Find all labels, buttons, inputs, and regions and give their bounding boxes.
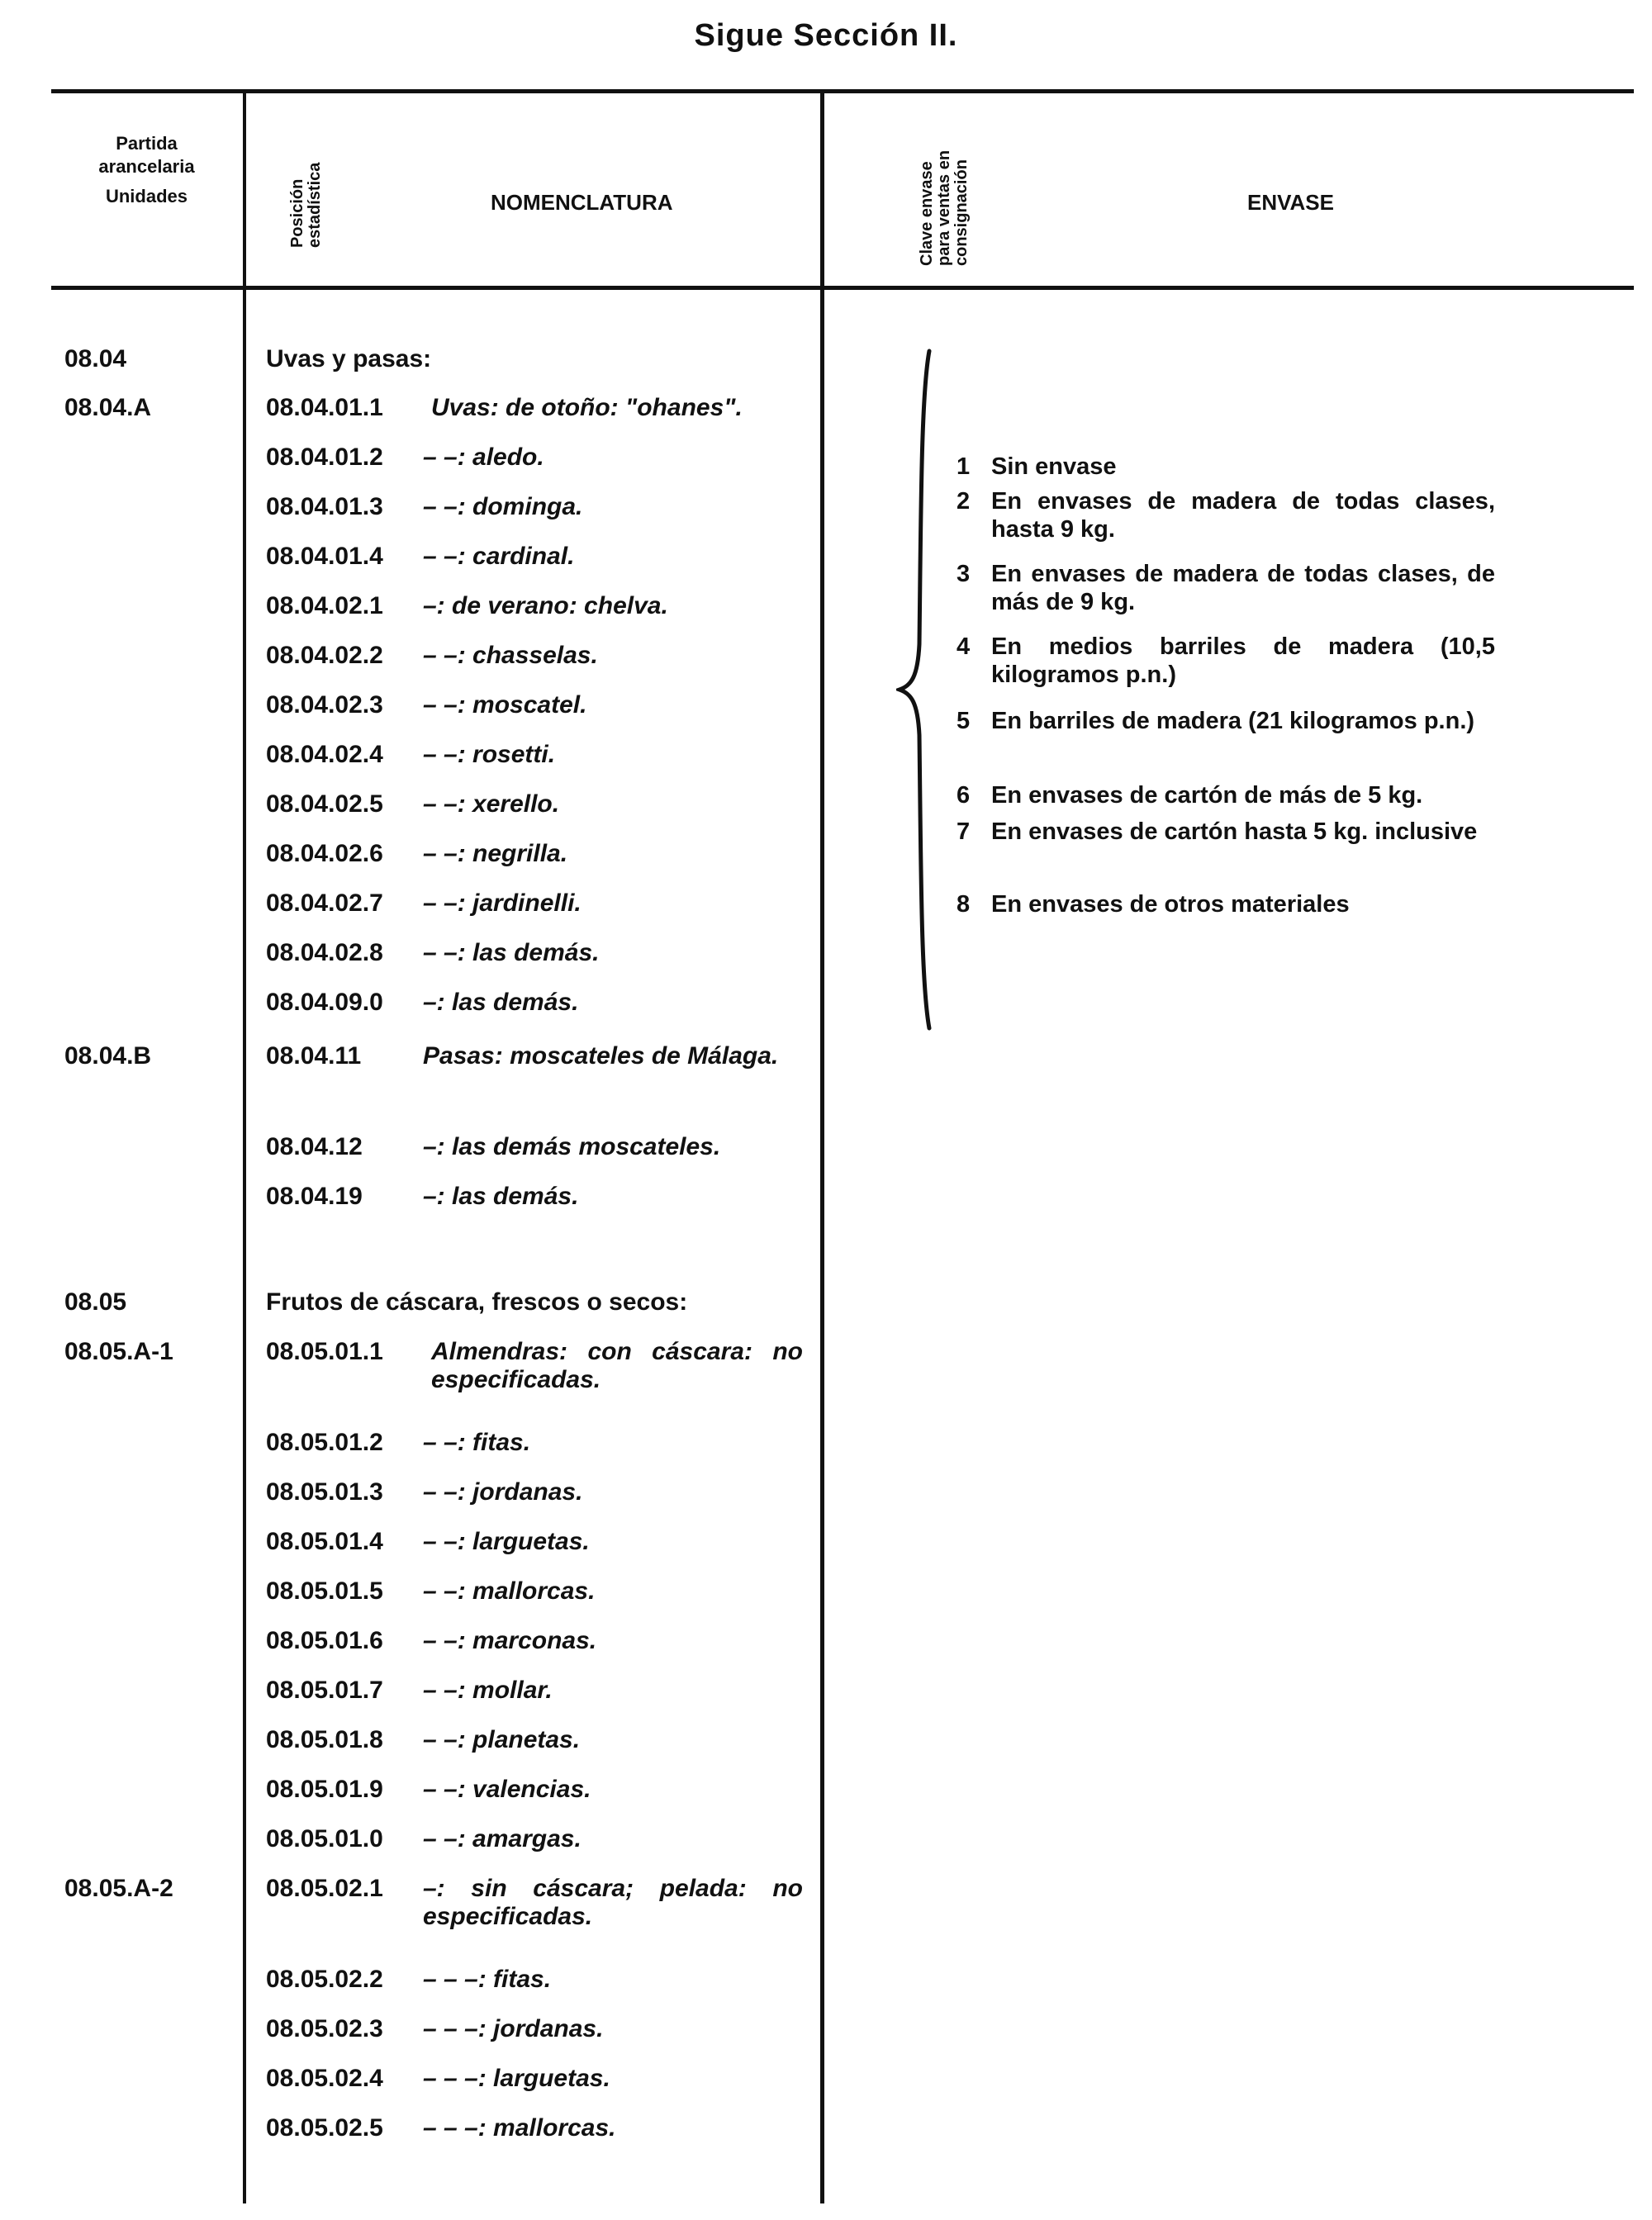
header-bottom-rule [51, 286, 1634, 290]
row-code: 08.04.11 [266, 1042, 362, 1070]
row-code: 08.05.02.2 [266, 1966, 383, 1993]
row-description: – –: mollar. [423, 1677, 553, 1704]
row-code: 08.05.01.0 [266, 1825, 383, 1852]
row-description: – –: marconas. [423, 1627, 597, 1654]
header-clave-line1: Clave envase [918, 161, 936, 266]
row-description: – –: valencias. [423, 1776, 591, 1803]
row-code: 08.04.01.2 [266, 444, 383, 471]
row-description: – –: aledo. [423, 444, 544, 471]
row-description: – –: fitas. [423, 1429, 531, 1456]
row-description: – –: moscatel. [423, 691, 587, 719]
header-envase: ENVASE [1247, 190, 1334, 215]
envase-text: En envases de otros materiales [991, 891, 1350, 918]
row-code: 08.05.02.3 [266, 2015, 383, 2042]
row-description: – –: negrilla. [423, 840, 568, 867]
row-code: 08.04.02.8 [266, 939, 383, 966]
row-code: 08.04.02.1 [266, 592, 383, 619]
row-code: 08.05.01.5 [266, 1577, 383, 1605]
envase-text: En barriles de madera (21 kilogramos p.n.) [991, 708, 1475, 734]
row-description: – –: jordanas. [423, 1478, 583, 1506]
row-code: 08.04.09.0 [266, 989, 383, 1016]
row-description: –: de verano: chelva. [423, 592, 668, 619]
envase-number: 5 [957, 708, 971, 734]
table-row [266, 345, 803, 373]
row-code: 08.05.01.1 [266, 1338, 383, 1365]
envase-number: 8 [957, 891, 971, 918]
envase-text: En envases de cartón hasta 5 kg. inclusive [991, 818, 1478, 845]
row-description: – – –: jordanas. [423, 2015, 604, 2042]
row-description: – – –: fitas. [423, 1966, 552, 1993]
header-clave-line2: para ventas en [935, 149, 953, 266]
row-description: – – –: mallorcas. [423, 2114, 616, 2142]
row-description: Uvas y pasas: [266, 345, 432, 372]
row-code: 08.05.02.4 [266, 2065, 383, 2092]
partida-08-04-a: 08.04.A [64, 394, 152, 421]
envase-text: Sin envase [991, 453, 1117, 480]
header-posicion-line2: estadística [306, 162, 324, 248]
row-description: – –: jardinelli. [423, 889, 582, 917]
header-posicion-line1: Posición [288, 178, 306, 248]
row-code: 08.04.12 [266, 1133, 363, 1160]
row-description: –: las demás. [423, 1183, 579, 1210]
row-code: 08.04.02.5 [266, 790, 383, 818]
partida-08-05: 08.05 [64, 1288, 127, 1316]
partida-08-04: 08.04 [64, 345, 127, 372]
partida-08-04-b: 08.04.B [64, 1042, 152, 1070]
envase-number: 7 [957, 818, 971, 845]
row-code: 08.04.01.3 [266, 493, 383, 520]
envase-text: En envases de madera de todas clases, de más de 9 kg. [991, 561, 1495, 615]
row-description: –: las demás. [423, 989, 579, 1016]
row-code: 08.05.01.9 [266, 1776, 383, 1803]
row-code: 08.04.02.4 [266, 741, 383, 768]
envase-text: En envases de cartón de más de 5 kg. [991, 782, 1423, 809]
row-description: –: sin cáscara; pelada: no especificadas. [423, 1875, 803, 1930]
header-clave-line3: consignación [952, 159, 971, 266]
header-nomenclatura: NOMENCLATURA [491, 190, 673, 215]
row-description: – –: mallorcas. [423, 1577, 596, 1605]
envase-number: 4 [957, 633, 971, 660]
row-description: Uvas: de otoño: "ohanes". [431, 394, 743, 421]
row-code: 08.04.02.6 [266, 840, 383, 867]
row-code: 08.05.01.3 [266, 1478, 383, 1506]
page-title: Sigue Sección II. [694, 18, 958, 53]
row-code: 08.05.01.4 [266, 1528, 383, 1555]
envase-number: 3 [957, 561, 971, 587]
partida-08-05-a-1: 08.05.A-1 [64, 1338, 173, 1365]
envase-number: 2 [957, 488, 971, 515]
row-code: 08.05.01.8 [266, 1726, 383, 1753]
row-code: 08.04.01.1 [266, 394, 383, 421]
column-divider-1 [243, 89, 246, 2203]
row-description: – –: cardinal. [423, 543, 575, 570]
curly-brace-icon [896, 347, 954, 1032]
row-description: Pasas: moscateles de Málaga. [423, 1042, 779, 1070]
header-posicion [289, 163, 324, 248]
header-clave [919, 150, 971, 266]
row-code: 08.04.19 [266, 1183, 363, 1210]
envase-number: 1 [957, 453, 971, 480]
row-code: 08.05.01.7 [266, 1677, 383, 1704]
envase-text: En medios barriles de madera (10,5 kilogramos p.n.) [991, 633, 1495, 688]
row-description: Almendras: con cáscara: no especificadas. [431, 1338, 803, 1393]
row-description: – –: xerello. [423, 790, 560, 818]
row-code: 08.04.01.4 [266, 543, 383, 570]
header-partida [58, 132, 235, 208]
envase-text: En envases de madera de todas clases, hasta 9 kg. [991, 488, 1495, 543]
row-description: Frutos de cáscara, frescos o secos: [266, 1288, 688, 1316]
row-description: – –: dominga. [423, 493, 583, 520]
column-divider-2 [820, 89, 824, 2203]
row-code: 08.04.02.7 [266, 889, 383, 917]
row-description: – –: rosetti. [423, 741, 556, 768]
row-description: – –: amargas. [423, 1825, 582, 1852]
header-partida-line2: arancelaria [98, 156, 195, 177]
row-code: 08.05.02.1 [266, 1875, 383, 1902]
row-description: – –: chasselas. [423, 642, 598, 669]
row-description: – –: larguetas. [423, 1528, 590, 1555]
envase-number: 6 [957, 782, 971, 809]
row-code: 08.05.01.2 [266, 1429, 383, 1456]
row-description: – –: planetas. [423, 1726, 581, 1753]
partida-08-05-a-2: 08.05.A-2 [64, 1875, 173, 1902]
table-top-rule [51, 89, 1634, 93]
header-partida-line1: Partida [116, 133, 178, 154]
row-code: 08.04.02.2 [266, 642, 383, 669]
row-code: 08.05.02.5 [266, 2114, 383, 2142]
row-description: –: las demás moscateles. [423, 1133, 721, 1160]
row-code: 08.05.01.6 [266, 1627, 383, 1654]
row-code: 08.04.02.3 [266, 691, 383, 719]
row-description: – – –: larguetas. [423, 2065, 610, 2092]
row-description: – –: las demás. [423, 939, 600, 966]
table-row [266, 1288, 803, 1316]
header-partida-line3: Unidades [105, 186, 188, 206]
